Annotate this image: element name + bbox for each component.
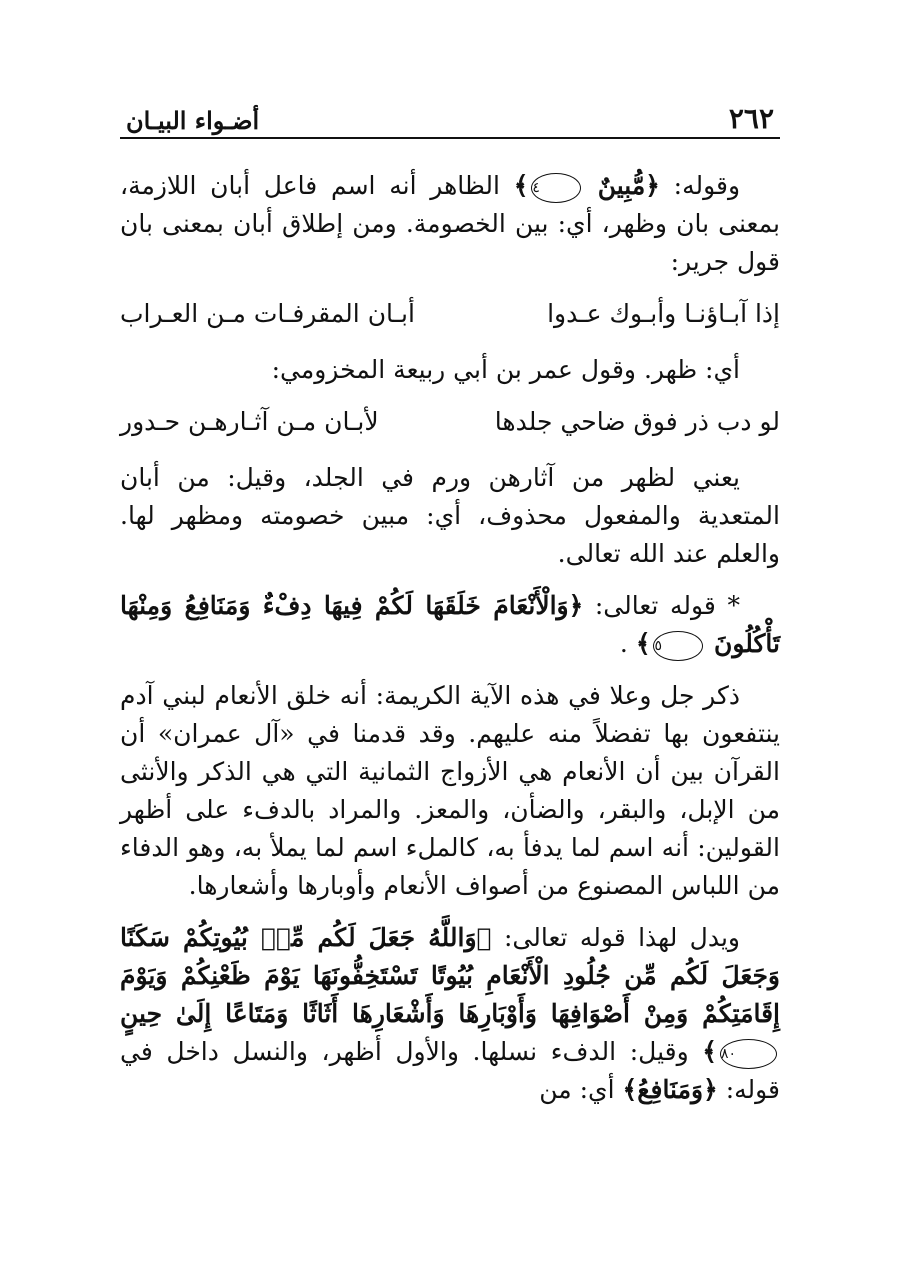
p6-open-bracket-2: ﴿ — [703, 1075, 718, 1104]
p6-quran-text: وَاللَّهُ جَعَلَ لَكُم مِّنۢ بُيُوتِكُمْ سَكَنًا وَجَعَلَ لَكُم مِّن جُلُودِ الْأَنْعَامِ بُيُوتًا تَسْتَخِفُّونَهَا يَوْمَ ظَعْنِكُمْ وَيَوْمَ إِقَامَتِكُمْ وَمِنْ أَصْوَافِهَا وَأَوْبَارِهَا وَأَشْعَارِهَا أَثَاثًا وَمَتَاعًا إِلَىٰ حِينٍ — [120, 923, 780, 1028]
p6-open-bracket: ﴿ — [476, 923, 492, 952]
p4-quran-text: وَالْأَنْعَامَ خَلَقَهَا لَكُمْ فِيهَا دِفْءٌ وَمَنَافِعُ وَمِنْهَا تَأْكُلُونَ — [120, 591, 780, 658]
poetry-verse-1 — [120, 295, 780, 333]
p1-close-bracket: ﴾ — [513, 171, 529, 200]
paragraph-2 — [120, 351, 780, 389]
poetry-verse-2 — [120, 403, 780, 441]
verse1-second-hemistich: أبـان المقرفـات مـن العـراب — [120, 299, 415, 328]
p6-lead: ويدل لهذا قوله تعالى: — [503, 923, 740, 952]
p2-text: أي: ظهر. وقول عمر بن أبي ربيعة المخزومي: — [271, 355, 740, 384]
p6-quran-text-2: وَمَنَافِعُ — [637, 1075, 704, 1104]
p1-rest: الظاهر أنه اسم فاعل أبان اللازمة، بمعنى بان وظهر، أي: بين الخصومة. ومن إطلاق أبان بمعنى بان قول جرير: — [120, 171, 780, 276]
p6-close-bracket-2: ﴾ — [622, 1075, 638, 1104]
ayah-number-marker: ٥ — [653, 631, 703, 661]
p4-open-bracket: ﴿ — [568, 591, 584, 620]
paragraph-3 — [120, 459, 780, 573]
paragraph-1 — [120, 167, 780, 281]
p6-end: أي: من — [539, 1075, 615, 1104]
ayah-number-marker: ٨٠ — [720, 1039, 777, 1069]
p4-lead: * قوله تعالى: — [594, 591, 740, 620]
page-number: ٢٦٢ — [728, 102, 774, 135]
page-header — [120, 95, 780, 139]
paragraph-5 — [120, 677, 780, 905]
verse1-first-hemistich: إذا آبـاؤنـا وأبـوك عـدوا — [547, 299, 780, 328]
p5-text: ذكر جل وعلا في هذه الآية الكريمة: أنه خلق الأنعام لبني آدم ينتفعون بها تفضلاً منه عليهم. وقد قدمنا في «آل عمران» أن القرآن بين أن الأنعام هي الأزواج الثمانية التي هي الذكر والأنثى من الإبل، والبقر، والضأن، والمعز. والمراد بالدفء على أظهر القولين: أنه اسم لما يدفأ به، كالملء اسم لما يملأ به، وهو الدفاء من اللباس المصنوع من أصواف الأنعام وأوبارها وأشعارها. — [120, 681, 780, 900]
verse2-first-hemistich: لو دب ذر فوق ضاحي جلدها — [494, 407, 780, 436]
p1-quran-text: مُّبِينٌ — [597, 171, 646, 200]
p1-lead: وقوله: — [673, 171, 741, 200]
p4-end: . — [619, 629, 628, 658]
page-content — [120, 167, 780, 1109]
p3-text: يعني لظهر من آثارهن ورم في الجلد، وقيل: من أبان المتعدية والمفعول محذوف، أي: مبين خصومته ومظهر لها. والعلم عند الله تعالى. — [120, 463, 780, 568]
paragraph-6 — [120, 919, 780, 1109]
p6-close-bracket: ﴾ — [702, 1037, 717, 1066]
verse2-second-hemistich: لأبـان مـن آثـارهـن حـدور — [120, 407, 379, 436]
p6-mid: وقيل: الدفء نسلها. والأول أظهر، والنسل داخل في قوله: — [120, 1037, 780, 1104]
book-title: أضـواء البيـان — [126, 106, 260, 135]
ayah-number-marker: ٤ — [531, 173, 581, 203]
p4-close-bracket: ﴾ — [635, 629, 651, 658]
paragraph-4 — [120, 587, 780, 663]
p1-open-bracket: ﴿ — [645, 171, 660, 200]
book-page — [120, 95, 780, 1123]
